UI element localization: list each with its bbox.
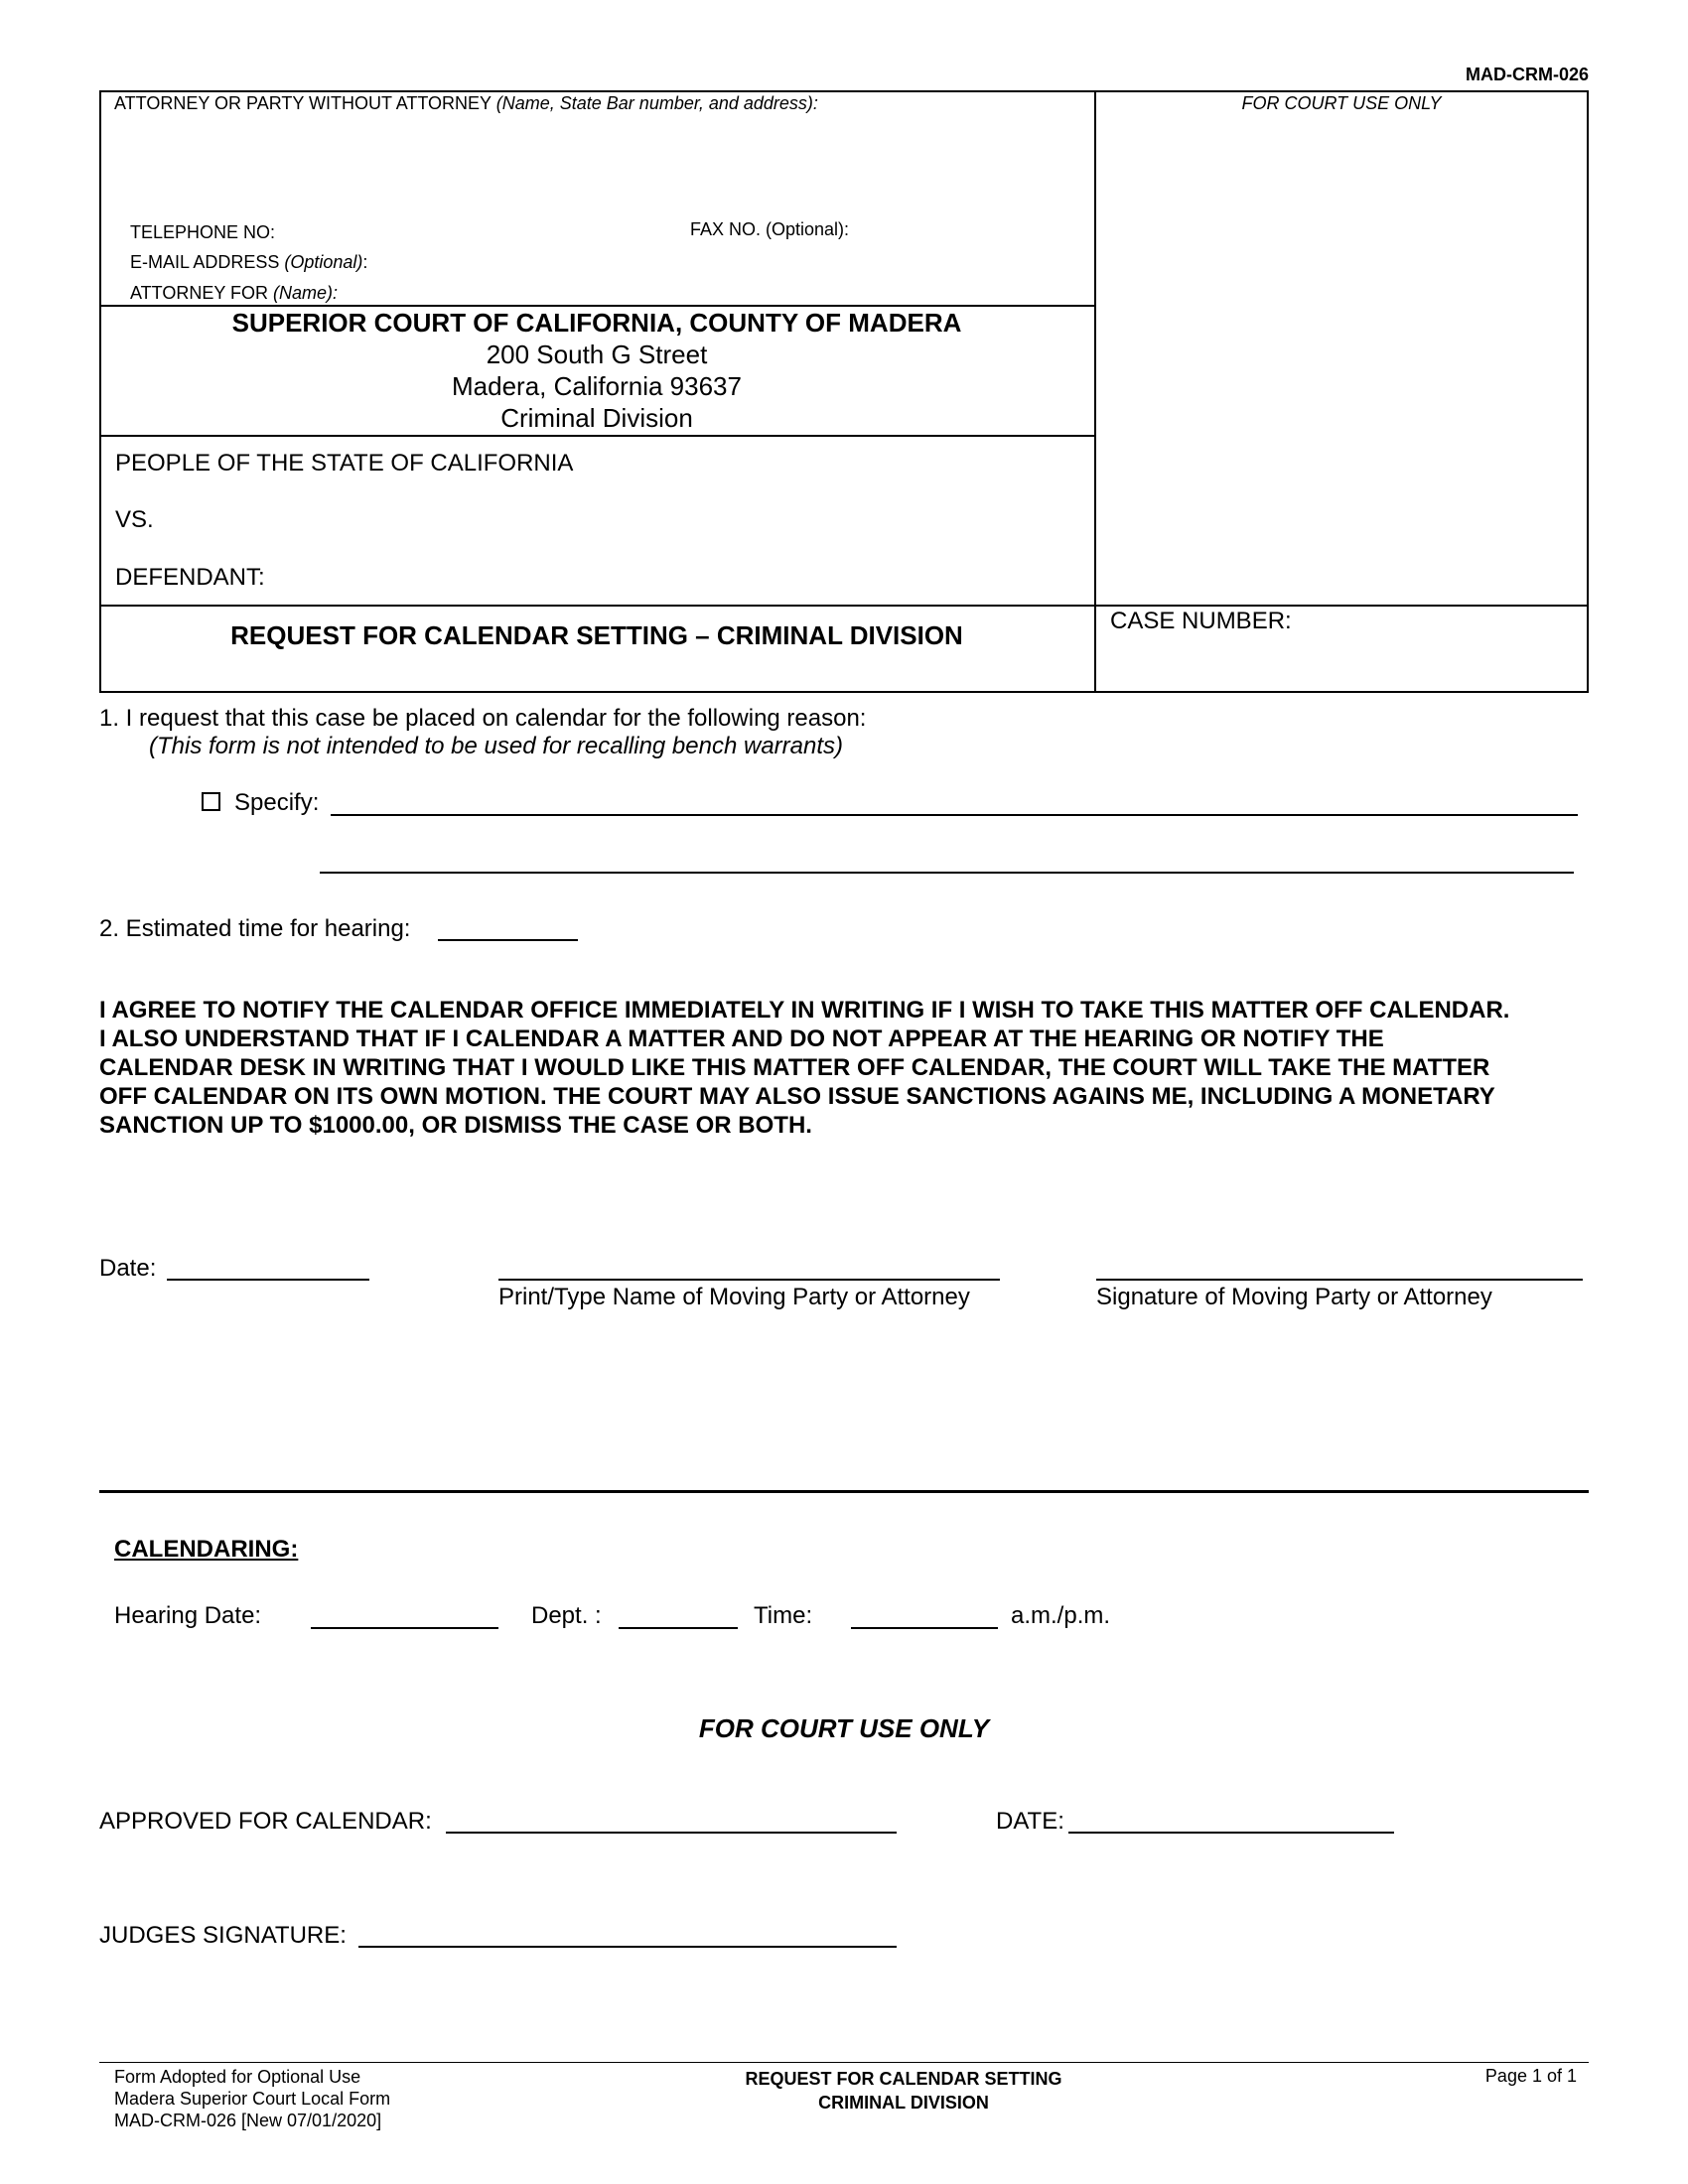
date-label: Date: [99, 1255, 157, 1282]
item1-text: 1. I request that this case be placed on calendar for the following reason: [99, 705, 867, 732]
approved-label: APPROVED FOR CALENDAR: [99, 1808, 432, 1835]
form-id: MAD-CRM-026 [1465, 65, 1589, 84]
specify-line-2[interactable] [320, 872, 1574, 874]
specify-checkbox[interactable] [202, 792, 220, 811]
print-name-label: Print/Type Name of Moving Party or Attorney [498, 1284, 970, 1310]
specify-label: Specify: [234, 789, 320, 816]
footer-page: Page 1 of 1 [1484, 2066, 1577, 2086]
date-line[interactable] [167, 1279, 369, 1281]
agreement-paragraph [99, 996, 1509, 1140]
court-division: Criminal Division [500, 403, 693, 433]
judges-signature-line[interactable] [358, 1946, 897, 1948]
footer-rule [99, 2062, 1589, 2063]
agreement-line: CALENDAR DESK IN WRITING THAT I WOULD LIKE THIS MATTER OFF CALENDAR, THE COURT WILL TAKE THE MATTER [99, 1054, 1490, 1081]
section-divider [99, 1490, 1589, 1493]
specify-line-1[interactable] [331, 814, 1578, 816]
form-title: REQUEST FOR CALENDAR SETTING – CRIMINAL DIVISION [230, 620, 963, 650]
agreement-line: SANCTION UP TO $1000.00, OR DISMISS THE CASE OR BOTH. [99, 1112, 812, 1139]
estimated-time-line[interactable] [438, 939, 578, 941]
court-city: Madera, California 93637 [452, 371, 742, 401]
dept-line[interactable] [619, 1627, 738, 1629]
attorney-for-label: ATTORNEY FOR (Name): [130, 283, 339, 303]
people-label: PEOPLE OF THE STATE OF CALIFORNIA [115, 450, 574, 477]
footer-left: Form Adopted for Optional Use Madera Superior Court Local Form MAD-CRM-026 [New 07/01/2020] [114, 2067, 391, 2130]
approved-line[interactable] [446, 1832, 897, 1834]
court-name: SUPERIOR COURT OF CALIFORNIA, COUNTY OF MADERA [231, 308, 962, 338]
defendant-label: DEFENDANT: [115, 564, 265, 591]
agreement-line: I ALSO UNDERSTAND THAT IF I CALENDAR A MATTER AND DO NOT APPEAR AT THE HEARING OR NOTIFY THE [99, 1025, 1384, 1052]
email-label: E-MAIL ADDRESS (Optional): [130, 252, 368, 272]
signature-label: Signature of Moving Party or Attorney [1096, 1284, 1492, 1310]
judges-signature-label: JUDGES SIGNATURE: [99, 1922, 347, 1949]
attorney-label: ATTORNEY OR PARTY WITHOUT ATTORNEY (Name, State Bar number, and address): [114, 93, 818, 113]
dept-label: Dept. : [531, 1602, 602, 1629]
court-use-heading: FOR COURT USE ONLY [698, 1713, 990, 1743]
item1-note: (This form is not intended to be used for recalling bench warrants) [149, 733, 844, 759]
court-block [99, 307, 1094, 434]
telephone-label: TELEPHONE NO: [130, 222, 276, 242]
agreement-line: OFF CALENDAR ON ITS OWN MOTION. THE COURT MAY ALSO ISSUE SANCTIONS AGAINS ME, INCLUDING A MONETARY [99, 1083, 1495, 1110]
hearing-date-line[interactable] [311, 1627, 498, 1629]
print-name-line[interactable] [498, 1279, 1000, 1281]
hearing-date-label: Hearing Date: [114, 1602, 262, 1629]
ampm-label: a.m./p.m. [1011, 1602, 1111, 1629]
fax-label: FAX NO. (Optional): [690, 219, 850, 239]
item2-text: 2. Estimated time for hearing: [99, 915, 411, 942]
agreement-line: I AGREE TO NOTIFY THE CALENDAR OFFICE IMMEDIATELY IN WRITING IF I WISH TO TAKE THIS MATTER OFF CALENDAR. [99, 997, 1510, 1024]
court-date-label: DATE: [996, 1808, 1064, 1835]
vs-label: VS. [115, 506, 154, 533]
court-street: 200 South G Street [486, 340, 708, 369]
court-date-line[interactable] [1068, 1832, 1394, 1834]
time-label: Time: [754, 1602, 813, 1629]
footer-title: REQUEST FOR CALENDAR SETTING CRIMINAL DIVISION [745, 2069, 1062, 2113]
calendaring-heading: CALENDARING: [114, 1536, 299, 1563]
time-line[interactable] [851, 1627, 998, 1629]
court-use-only-label: FOR COURT USE ONLY [1241, 93, 1442, 113]
signature-line[interactable] [1096, 1279, 1583, 1281]
case-number-label: CASE NUMBER: [1110, 608, 1292, 634]
